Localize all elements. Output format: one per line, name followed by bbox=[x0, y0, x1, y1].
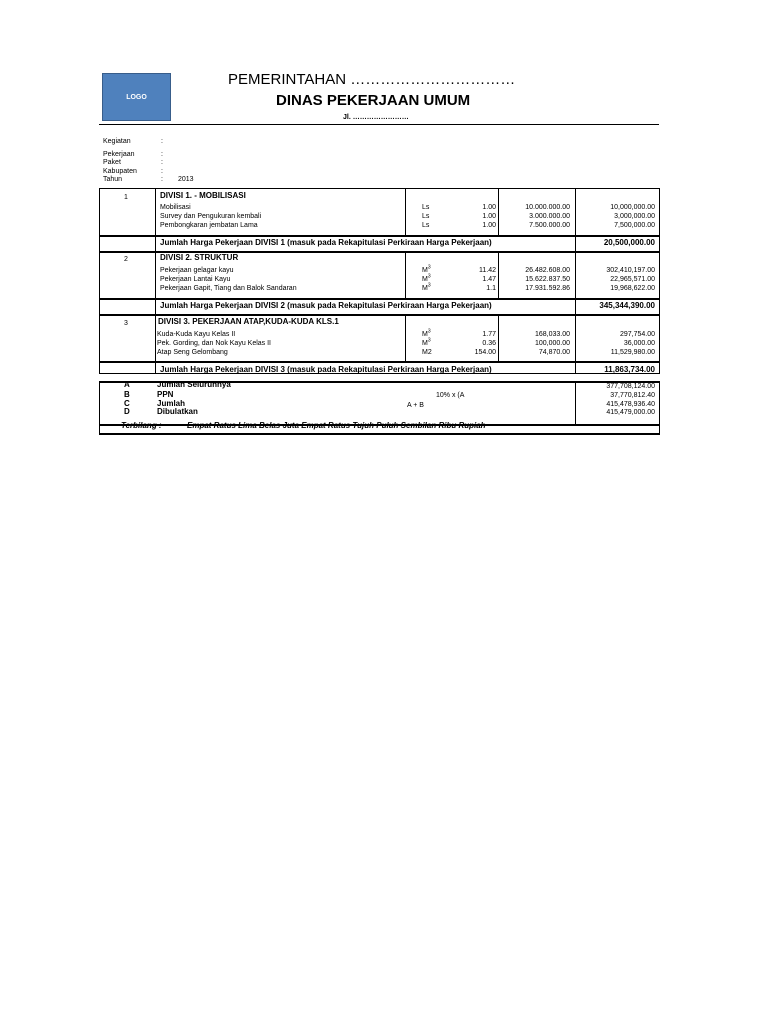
item-price: 74,870.00 bbox=[538, 349, 570, 356]
info-label: Tahun bbox=[103, 176, 123, 183]
item-price: 3.000.000.00 bbox=[529, 213, 570, 220]
subtotal-value: 11,863,734.00 bbox=[604, 365, 655, 374]
info-sep: : bbox=[161, 159, 163, 166]
item-qty: 1.00 bbox=[482, 213, 496, 220]
address: Jl. …………………… bbox=[343, 114, 409, 121]
item-total: 302,410,197.00 bbox=[606, 267, 655, 274]
summary-code: D bbox=[124, 407, 130, 416]
item-name: Pekerjaan Lantai Kayu bbox=[160, 276, 231, 283]
subtotal-label: Jumlah Harga Pekerjaan DIVISI 2 (masuk pada Rekapitulasi Perkiraan Harga Pekerjaan) bbox=[160, 301, 492, 310]
item-name: Pek. Gording, dan Nok Kayu Kelas II bbox=[157, 340, 272, 347]
item-name: Pekerjaan gelagar kayu bbox=[160, 267, 234, 274]
item-qty: 1.00 bbox=[482, 222, 496, 229]
terbilang-label: Terbilang : bbox=[121, 421, 162, 430]
item-total: 19,968,622.00 bbox=[610, 285, 655, 292]
summary-label: Dibulatkan bbox=[157, 407, 198, 416]
item-price: 100,000.00 bbox=[534, 340, 570, 347]
item-name: Kuda-Kuda Kayu Kelas II bbox=[157, 331, 236, 338]
summary-code: B bbox=[124, 390, 130, 399]
item-price: 17.931.592.86 bbox=[525, 285, 570, 292]
item-qty: 1.47 bbox=[482, 276, 496, 283]
info-row bbox=[103, 138, 194, 147]
item-unit: Ls bbox=[422, 204, 430, 211]
item-name: Survey dan Pengukuran kembali bbox=[160, 213, 262, 220]
summary-code: A bbox=[124, 380, 130, 389]
item-qty: 1.00 bbox=[482, 204, 496, 211]
summary-label: PPN bbox=[157, 390, 174, 399]
info-row bbox=[103, 151, 194, 160]
info-sep: : bbox=[161, 167, 163, 175]
col-line bbox=[405, 188, 406, 236]
summary-formula: 10% x (A bbox=[436, 392, 465, 399]
col-line bbox=[498, 252, 499, 299]
item-name: Mobilisasi bbox=[160, 204, 191, 211]
division-title: DIVISI 3. PEKERJAAN ATAP,KUDA-KUDA KLS.1 bbox=[158, 317, 339, 326]
info-row bbox=[103, 159, 194, 168]
info-row bbox=[103, 168, 194, 177]
title-line1: PEMERINTAHAN …………………………… bbox=[228, 71, 516, 88]
item-price: 26.482.608.00 bbox=[525, 267, 570, 274]
item-total: 11,529,980.00 bbox=[610, 349, 655, 356]
item-unit: $M^3$ bbox=[422, 337, 431, 347]
info-row bbox=[103, 176, 194, 185]
item-total: 36,000.00 bbox=[623, 340, 655, 347]
info-label: Kegiatan bbox=[103, 138, 131, 145]
info-block bbox=[103, 138, 194, 185]
info-sep: : bbox=[161, 176, 163, 183]
item-unit: Ls bbox=[422, 213, 430, 220]
subtotal-value: 20,500,000.00 bbox=[603, 238, 655, 247]
item-unit: M2 bbox=[422, 349, 432, 356]
col-line bbox=[575, 188, 576, 374]
division-number: 3 bbox=[124, 320, 128, 327]
col-line bbox=[405, 252, 406, 299]
title-line2: DINAS PEKERJAAN UMUM bbox=[276, 92, 471, 109]
item-name: Pekerjaan Gapit, Tiang dan Balok Sandaran bbox=[160, 285, 297, 292]
info-sep: : bbox=[161, 138, 163, 145]
item-price: 7.500.000.00 bbox=[529, 222, 570, 229]
item-total: 10,000,000.00 bbox=[610, 204, 655, 211]
item-total: 7,500,000.00 bbox=[614, 222, 655, 229]
col-line bbox=[155, 188, 156, 374]
col-line bbox=[498, 315, 499, 362]
division-number: 1 bbox=[124, 194, 128, 201]
item-total: 3,000,000.00 bbox=[614, 213, 655, 220]
item-unit: Ls bbox=[422, 222, 430, 229]
summary-label: Jumlah Seluruhnya bbox=[157, 380, 231, 389]
item-unit: $M^3$ bbox=[422, 264, 431, 274]
item-name: Atap Seng Gelombang bbox=[157, 349, 228, 356]
header-divider bbox=[99, 124, 659, 125]
summary-value: 415,478,936.40 bbox=[606, 401, 655, 408]
item-qty: 1.77 bbox=[482, 331, 496, 338]
info-sep: : bbox=[161, 150, 163, 158]
terbilang-text: Empat Ratus Lima Belas Juta Empat Ratus Tujuh Puluh Sembilan Ribu Rupiah bbox=[187, 421, 486, 430]
summary-formula: A + B bbox=[407, 402, 424, 409]
col-line bbox=[575, 381, 576, 425]
col-line bbox=[498, 188, 499, 236]
division-title: DIVISI 1. - MOBILISASI bbox=[160, 191, 246, 200]
summary-code: C bbox=[124, 399, 130, 408]
item-name: Pembongkaran jembatan Lama bbox=[160, 222, 258, 229]
col-line bbox=[405, 315, 406, 362]
item-unit: $M^3$ bbox=[422, 282, 431, 292]
division-number: 2 bbox=[124, 256, 128, 263]
item-price: 168,033.00 bbox=[534, 331, 570, 338]
item-price: 10.000.000.00 bbox=[525, 204, 570, 211]
subtotal-label: Jumlah Harga Pekerjaan DIVISI 1 (masuk pada Rekapitulasi Perkiraan Harga Pekerjaan) bbox=[160, 238, 492, 247]
item-qty: 11.42 bbox=[479, 267, 496, 274]
row-line bbox=[99, 361, 660, 363]
item-unit: $M^3$ bbox=[422, 328, 431, 338]
logo: LOGO bbox=[102, 73, 171, 121]
row-line bbox=[99, 298, 660, 300]
info-value: 2013 bbox=[178, 176, 194, 183]
info-label: Paket bbox=[103, 159, 121, 166]
item-qty: 1.1 bbox=[486, 285, 496, 292]
summary-value: 37,770,812.40 bbox=[610, 392, 655, 399]
summary-value: 415,479,000.00 bbox=[606, 409, 655, 416]
subtotal-label: Jumlah Harga Pekerjaan DIVISI 3 (masuk pada Rekapitulasi Perkiraan Harga Pekerjaan) bbox=[160, 365, 492, 374]
item-unit: $M^3$ bbox=[422, 273, 431, 283]
division-title: DIVISI 2. STRUKTUR bbox=[160, 253, 239, 262]
item-price: 15.622.837.50 bbox=[525, 276, 570, 283]
item-total: 22,965,571.00 bbox=[610, 276, 655, 283]
subtotal-value: 345,344,390.00 bbox=[599, 301, 655, 310]
info-label: Pekerjaan bbox=[103, 150, 135, 158]
row-line bbox=[99, 314, 660, 316]
info-label: Kabupaten bbox=[103, 167, 137, 175]
item-total: 297,754.00 bbox=[619, 331, 655, 338]
summary-label: Jumlah bbox=[157, 399, 186, 408]
item-qty: 154.00 bbox=[474, 349, 496, 356]
summary-value: 377,708,124.00 bbox=[606, 383, 655, 390]
item-qty: 0.36 bbox=[482, 340, 496, 347]
row-line bbox=[99, 235, 660, 237]
